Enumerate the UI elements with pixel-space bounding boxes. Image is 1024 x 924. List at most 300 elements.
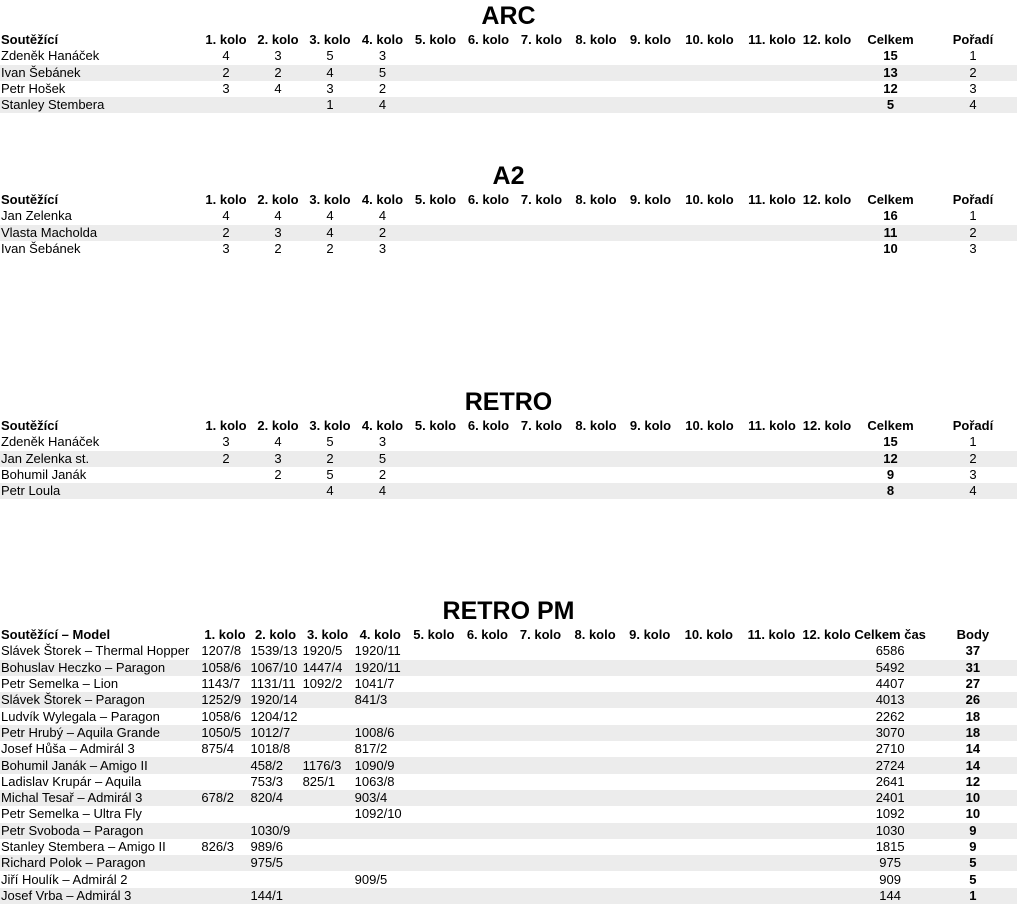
round-8-value — [567, 643, 623, 659]
competitor-name: Petr Semelka – Lion — [1, 676, 119, 692]
round-4-value: 3 — [378, 434, 387, 450]
round-12-value — [802, 241, 852, 257]
round-9-value — [623, 790, 676, 806]
round-3-value: 5 — [326, 48, 334, 64]
header-round-6: 6. kolo — [466, 627, 508, 643]
round-12-value — [802, 451, 852, 467]
round-12-value — [801, 774, 851, 790]
header-round-11: 11. kolo — [748, 192, 796, 208]
header-rank: Body — [956, 627, 990, 643]
round-4-value: 2 — [378, 81, 387, 97]
round-8-value — [567, 741, 623, 757]
round-6-value — [462, 225, 515, 241]
round-3-value: 5 — [326, 434, 334, 450]
table-row — [0, 757, 1017, 773]
round-2-value: 144/1 — [249, 888, 301, 904]
round-5-value — [409, 65, 462, 81]
round-1-value: 1207/8 — [201, 643, 242, 659]
round-4-value: 3 — [378, 48, 387, 64]
header-rank: Pořadí — [952, 192, 994, 208]
total-value: 4013 — [852, 692, 929, 708]
total-value: 2710 — [875, 741, 905, 757]
round-3-value — [302, 806, 354, 822]
rank-value: 10 — [929, 790, 1017, 806]
round-6-value — [461, 676, 514, 692]
round-5-value — [409, 208, 462, 224]
round-12-value — [802, 65, 852, 81]
round-7-value — [514, 806, 567, 822]
competitor-name: Michal Tesař – Admirál 3 — [0, 790, 200, 806]
round-9-value — [624, 208, 677, 224]
header-round-2: 2. kolo — [257, 32, 299, 48]
round-8-value — [567, 757, 623, 773]
round-7-value — [514, 708, 567, 724]
round-1-value: 1050/5 — [200, 725, 249, 741]
round-11-value — [741, 708, 801, 724]
total-value: 12 — [883, 81, 898, 97]
header-round-3: 3. kolo — [309, 418, 351, 434]
round-8-value — [568, 208, 624, 224]
round-5-value — [409, 241, 462, 257]
header-round-8: 8. kolo — [575, 32, 617, 48]
round-12-value — [802, 467, 852, 483]
round-5-value — [407, 741, 461, 757]
rank-value: 18 — [929, 725, 1017, 741]
header-round-9: 9. kolo — [629, 192, 672, 208]
round-11-value — [742, 65, 802, 81]
competitor-name: Bohumil Janák — [1, 467, 87, 483]
round-10-value — [676, 708, 741, 724]
round-12-value — [801, 806, 851, 822]
round-2-value: 3 — [252, 225, 304, 241]
round-11-value — [741, 660, 801, 676]
round-7-value — [515, 451, 568, 467]
round-12-value — [801, 871, 851, 887]
rank-value: 1 — [969, 208, 977, 224]
round-8-value — [568, 467, 624, 483]
round-9-value — [623, 888, 676, 904]
round-7-value — [515, 434, 568, 450]
round-11-value — [742, 81, 802, 97]
round-3-value — [302, 871, 354, 887]
round-2-value: 1920/14 — [249, 692, 301, 708]
header-round-3: 3. kolo — [309, 192, 351, 208]
round-1-value: 2 — [200, 225, 252, 241]
total-value: 2724 — [852, 757, 929, 773]
header-rank: Pořadí — [952, 418, 994, 434]
header-round-12: 12. kolo — [802, 627, 851, 643]
rank-value: 3 — [969, 467, 977, 483]
rank-value: 2 — [929, 451, 1017, 467]
round-1-value: 1252/9 — [200, 692, 249, 708]
round-6-value — [462, 65, 515, 81]
round-9-value — [623, 676, 676, 692]
total-value: 2262 — [875, 708, 905, 724]
round-10-value — [677, 208, 742, 224]
round-11-value — [741, 692, 801, 708]
round-2-value: 4 — [274, 208, 282, 224]
round-3-value: 1176/3 — [302, 757, 354, 773]
round-11-value — [741, 676, 801, 692]
results-table — [0, 192, 1017, 257]
round-6-value — [462, 467, 515, 483]
header-round-4: 4. kolo — [361, 32, 404, 48]
round-7-value — [514, 660, 567, 676]
table-row — [0, 241, 1017, 257]
rank-value: 10 — [965, 806, 981, 822]
round-4-value: 1090/9 — [354, 757, 407, 773]
round-3-value: 2 — [326, 241, 334, 257]
round-11-value — [741, 643, 801, 659]
round-1-value — [200, 483, 252, 499]
round-7-value — [514, 741, 567, 757]
round-5-value — [409, 467, 462, 483]
round-3-value: 4 — [304, 65, 356, 81]
round-4-value: 1008/6 — [354, 725, 407, 741]
table-row — [0, 823, 1017, 839]
round-9-value — [624, 81, 677, 97]
round-11-value — [741, 871, 801, 887]
round-6-value — [461, 643, 514, 659]
round-7-value — [514, 774, 567, 790]
total-value: 1092 — [875, 806, 905, 822]
round-6-value — [461, 806, 514, 822]
round-10-value — [677, 451, 742, 467]
total-value: 2401 — [852, 790, 929, 806]
total-value: 4407 — [875, 676, 905, 692]
section-title: ARC — [481, 2, 536, 30]
rank-value: 27 — [965, 676, 981, 692]
round-2-value — [249, 871, 301, 887]
round-6-value — [461, 757, 514, 773]
total-value: 909 — [879, 871, 901, 887]
table-row — [0, 725, 1017, 741]
round-4-value: 5 — [356, 451, 409, 467]
round-7-value — [514, 839, 567, 855]
rank-value: 1 — [969, 434, 977, 450]
round-6-value — [462, 483, 515, 499]
section-title: RETRO PM — [442, 597, 575, 625]
round-5-value — [407, 660, 461, 676]
rank-value: 37 — [965, 643, 981, 659]
round-7-value — [515, 241, 568, 257]
round-11-value — [742, 483, 802, 499]
round-1-value — [200, 757, 249, 773]
round-2-value: 1539/13 — [250, 643, 298, 659]
round-6-value — [461, 888, 514, 904]
round-4-value: 1063/8 — [354, 773, 395, 789]
round-5-value — [407, 774, 461, 790]
round-2-value — [252, 483, 304, 499]
total-value: 5 — [852, 97, 929, 113]
round-2-value: 989/6 — [250, 839, 284, 854]
round-7-value — [515, 467, 568, 483]
header-round-6: 6. kolo — [467, 418, 510, 434]
round-8-value — [567, 790, 623, 806]
round-5-value — [407, 823, 461, 839]
round-6-value — [462, 208, 515, 224]
round-1-value — [200, 823, 249, 839]
round-10-value — [677, 434, 742, 450]
round-2-value: 4 — [274, 434, 282, 450]
table-row — [0, 225, 1017, 241]
table-row — [0, 888, 1017, 904]
table-row — [0, 643, 1017, 659]
round-3-value — [302, 839, 354, 855]
round-6-value — [461, 855, 514, 871]
round-2-value: 1204/12 — [250, 708, 298, 724]
round-9-value — [624, 467, 677, 483]
round-8-value — [567, 692, 623, 708]
total-value: 15 — [883, 48, 898, 64]
round-7-value — [515, 65, 568, 81]
table-row — [0, 208, 1017, 224]
round-5-value — [407, 839, 461, 855]
total-value: 5492 — [852, 660, 929, 676]
round-9-value — [624, 434, 677, 450]
competitor-name: Petr Hošek — [1, 81, 66, 97]
round-1-value: 826/3 — [201, 839, 234, 854]
table-row — [0, 855, 1017, 871]
round-6-value — [461, 774, 514, 790]
round-1-value — [200, 871, 249, 887]
round-10-value — [677, 48, 742, 64]
total-value: 3070 — [852, 725, 929, 741]
total-value: 16 — [883, 208, 898, 224]
round-12-value — [801, 660, 851, 676]
round-6-value — [461, 660, 514, 676]
round-5-value — [409, 225, 462, 241]
table-row — [0, 81, 1017, 97]
round-12-value — [801, 855, 851, 871]
round-10-value — [676, 871, 741, 887]
round-9-value — [623, 741, 676, 757]
round-11-value — [742, 208, 802, 224]
round-8-value — [567, 888, 623, 904]
round-4-value: 2 — [356, 225, 409, 241]
table-row — [0, 790, 1017, 806]
rank-value: 14 — [929, 757, 1017, 773]
header-round-8: 8. kolo — [575, 192, 617, 208]
round-5-value — [407, 806, 461, 822]
round-12-value — [802, 97, 852, 113]
round-2-value: 2 — [252, 65, 304, 81]
round-2-value — [249, 806, 301, 822]
round-10-value — [676, 806, 741, 822]
table-row — [0, 660, 1017, 676]
round-10-value — [676, 692, 741, 708]
round-7-value — [514, 643, 567, 659]
round-9-value — [623, 806, 676, 822]
round-1-value — [200, 855, 249, 871]
round-6-value — [461, 708, 514, 724]
round-4-value: 4 — [356, 483, 409, 499]
round-10-value — [677, 483, 742, 499]
round-10-value — [677, 241, 742, 257]
round-4-value: 3 — [378, 241, 387, 257]
competitor-name: Petr Hrubý – Aquila Grande — [0, 725, 200, 741]
round-12-value — [801, 692, 851, 708]
round-1-value: 3 — [222, 81, 230, 97]
header-round-5: 5. kolo — [414, 32, 457, 48]
rank-value: 26 — [929, 692, 1017, 708]
round-10-value — [676, 643, 741, 659]
round-9-value — [623, 692, 676, 708]
header-round-1: 1. kolo — [205, 32, 247, 48]
round-12-value — [801, 741, 851, 757]
round-9-value — [624, 451, 677, 467]
round-5-value — [407, 725, 461, 741]
table-row — [0, 65, 1017, 81]
rank-value: 2 — [929, 225, 1017, 241]
results-table — [0, 418, 1017, 499]
round-4-value: 903/4 — [354, 790, 407, 806]
rank-value: 1 — [969, 48, 977, 64]
round-3-value — [302, 823, 354, 839]
round-3-value: 825/1 — [302, 773, 336, 789]
header-round-10: 10. kolo — [685, 192, 734, 208]
header-row — [0, 627, 1017, 643]
round-2-value: 4 — [274, 81, 282, 97]
round-6-value — [461, 790, 514, 806]
header-round-7: 7. kolo — [520, 418, 563, 434]
round-9-value — [623, 708, 676, 724]
round-6-value — [461, 839, 514, 855]
table-row — [0, 676, 1017, 692]
header-round-4: 4. kolo — [361, 192, 404, 208]
round-1-value: 1058/6 — [201, 708, 242, 724]
round-4-value: 5 — [356, 65, 409, 81]
round-8-value — [567, 708, 623, 724]
round-8-value — [568, 81, 624, 97]
round-5-value — [407, 790, 461, 806]
round-1-value: 4 — [222, 208, 230, 224]
round-7-value — [514, 692, 567, 708]
round-1-value: 3 — [222, 434, 230, 450]
round-5-value — [409, 451, 462, 467]
round-4-value: 4 — [356, 97, 409, 113]
header-round-12: 12. kolo — [802, 418, 852, 434]
rank-value: 18 — [965, 708, 981, 724]
round-8-value — [567, 774, 623, 790]
round-9-value — [623, 823, 676, 839]
round-11-value — [742, 225, 802, 241]
table-row — [0, 741, 1017, 757]
round-2-value: 1067/10 — [249, 660, 301, 676]
round-2-value: 2 — [274, 467, 282, 483]
header-round-12: 12. kolo — [802, 192, 852, 208]
round-4-value: 1092/10 — [354, 806, 402, 822]
header-round-3: 3. kolo — [309, 32, 351, 48]
round-10-value — [676, 741, 741, 757]
competitor-name: Josef Hůša – Admirál 3 — [1, 741, 135, 757]
round-9-value — [623, 660, 676, 676]
rank-value: 3 — [969, 241, 977, 257]
round-10-value — [676, 888, 741, 904]
rank-value: 14 — [965, 741, 981, 757]
round-5-value — [407, 692, 461, 708]
round-10-value — [676, 855, 741, 871]
round-10-value — [676, 790, 741, 806]
total-value: 8 — [852, 483, 929, 499]
round-7-value — [514, 888, 567, 904]
round-10-value — [676, 676, 741, 692]
round-4-value: 4 — [378, 208, 387, 224]
section-title: RETRO — [464, 388, 553, 416]
competitor-name: Jan Zelenka st. — [0, 451, 200, 467]
total-value: 1815 — [875, 839, 905, 854]
header-round-4: 4. kolo — [359, 627, 401, 643]
round-6-value — [462, 81, 515, 97]
header-round-5: 5. kolo — [413, 627, 455, 643]
results-table — [0, 627, 1017, 904]
round-4-value — [354, 708, 407, 724]
round-11-value — [741, 888, 801, 904]
round-4-value: 909/5 — [354, 871, 388, 887]
total-value: 10 — [883, 241, 898, 257]
header-name: Soutěžící — [1, 32, 59, 48]
round-10-value — [677, 81, 742, 97]
round-10-value — [676, 774, 741, 790]
header-round-6: 6. kolo — [467, 192, 510, 208]
table-row — [0, 97, 1017, 113]
rank-value: 2 — [929, 65, 1017, 81]
round-10-value — [676, 725, 741, 741]
round-1-value: 4 — [222, 48, 230, 64]
competitor-name: Stanley Stembera — [0, 97, 200, 113]
round-8-value — [567, 855, 623, 871]
competitor-name: Slávek Štorek – Paragon — [0, 692, 200, 708]
table-row — [0, 692, 1017, 708]
round-11-value — [742, 451, 802, 467]
round-2-value: 753/3 — [250, 773, 284, 789]
round-9-value — [624, 225, 677, 241]
header-round-10: 10. kolo — [685, 32, 734, 48]
round-12-value — [801, 888, 851, 904]
round-8-value — [567, 806, 623, 822]
header-round-3: 3. kolo — [307, 627, 349, 643]
round-7-value — [514, 855, 567, 871]
rank-value: 9 — [969, 839, 977, 854]
round-12-value — [802, 434, 852, 450]
round-2-value: 1030/9 — [249, 823, 301, 839]
round-11-value — [741, 774, 801, 790]
round-3-value — [302, 741, 354, 757]
round-6-value — [462, 48, 515, 64]
round-3-value — [302, 790, 354, 806]
total-value: 15 — [883, 434, 898, 450]
header-round-5: 5. kolo — [414, 192, 457, 208]
competitor-name: Ivan Šebánek — [0, 65, 200, 81]
round-12-value — [802, 48, 852, 64]
rank-value: 5 — [969, 871, 977, 887]
competitor-name: Richard Polok – Paragon — [0, 855, 200, 871]
round-9-value — [623, 855, 676, 871]
round-6-value — [462, 434, 515, 450]
header-round-11: 11. kolo — [747, 627, 796, 643]
rank-value: 12 — [965, 773, 981, 789]
round-2-value: 2 — [274, 241, 282, 257]
round-4-value: 1920/11 — [354, 660, 407, 676]
header-round-7: 7. kolo — [520, 192, 563, 208]
rank-value: 4 — [929, 483, 1017, 499]
round-5-value — [407, 871, 461, 887]
header-round-8: 8. kolo — [574, 627, 616, 643]
rank-value: 31 — [929, 660, 1017, 676]
total-value: 13 — [852, 65, 929, 81]
round-1-value: 1058/6 — [200, 660, 249, 676]
header-rank: Pořadí — [952, 32, 994, 48]
